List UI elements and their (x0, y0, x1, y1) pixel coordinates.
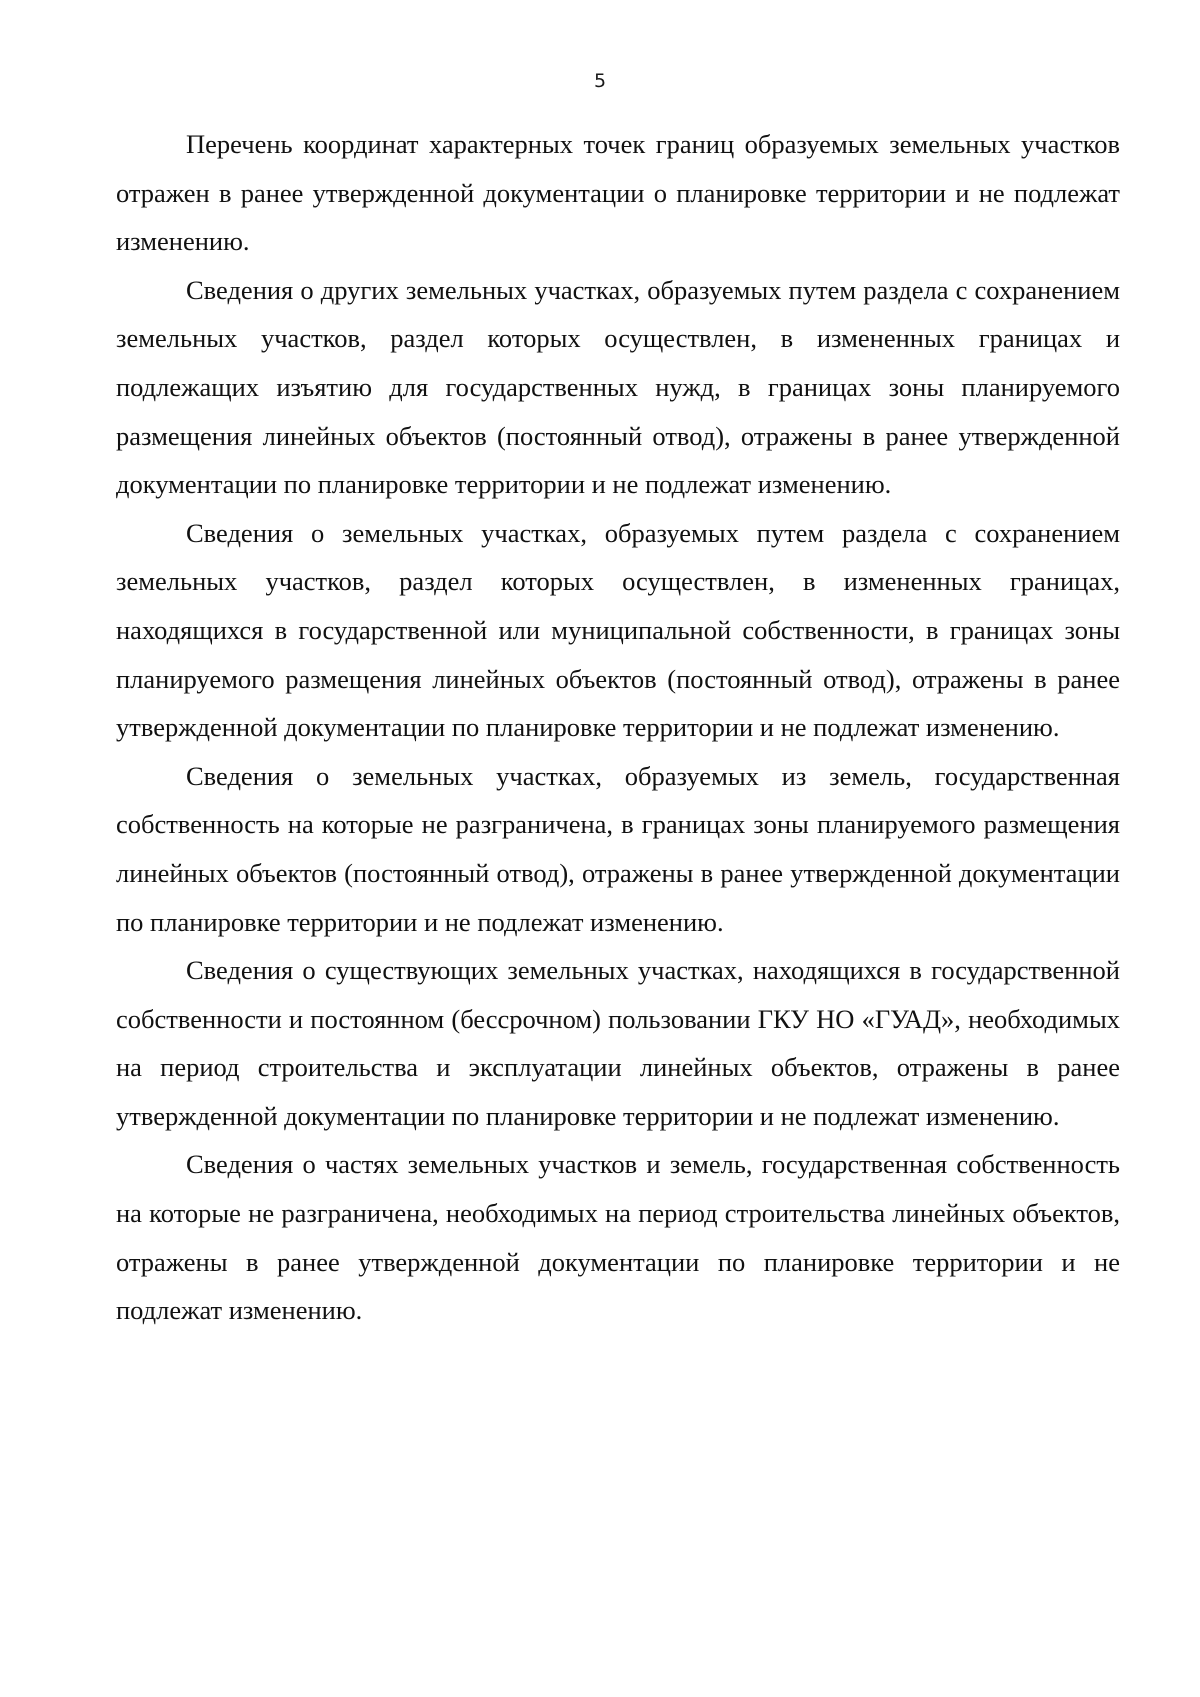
page-number: 5 (593, 70, 607, 92)
document-body (116, 120, 1120, 1335)
paragraph-state-municipal-plots: Сведения о земельных участках, образуемых путем раздела с сохранением земельных участков, раздел которых осуществлен, в измененных границах, находящихся в государственной или муниципальной собственности, в границах зоны планируемого размещения линейных объектов (постоянный отвод), отражены в ранее утвержденной документации по планировке территории и не подлежат изменению. (116, 517, 1120, 743)
paragraph-existing-guad-plots: Сведения о существующих земельных участках, находящихся в государственной собственности и постоянном (бессрочном) пользовании ГКУ НО «ГУАД», необходимых на период строительства и эксплуатации линейных объектов, отражены в ранее утвержденной документации по планировке территории и не подлежат изменению. (116, 955, 1120, 1131)
paragraph-coordinates: Перечень координат характерных точек границ образуемых земельных участков отражен в ранее утвержденной документации о планировке территории и не подлежат изменению. (116, 129, 1120, 257)
paragraph-parts-of-plots: Сведения о частях земельных участков и земель, государственная собственность на которые не разграничена, необходимых на период строительства линейных объектов, отражены в ранее утвержденной документации по планировке территории и не подлежат изменению. (116, 1149, 1120, 1326)
paragraph-undivided-state-land: Сведения о земельных участках, образуемых из земель, государственная собственность на которые не разграничена, в границах зоны планируемого размещения линейных объектов (постоянный отвод), отражены в ранее утвержденной документации по планировке территории и не подлежат изменению. (116, 760, 1120, 937)
paragraph-other-land-plots: Сведения о других земельных участках, образуемых путем раздела с сохранением земельных участков, раздел которых осуществлен, в измененных границах и подлежащих изъятию для государственных нужд, в границах зоны планируемого размещения линейных объектов (постоянный отвод), отражены в ранее утвержденной документации по планировке территории и не подлежат изменению. (116, 274, 1120, 500)
